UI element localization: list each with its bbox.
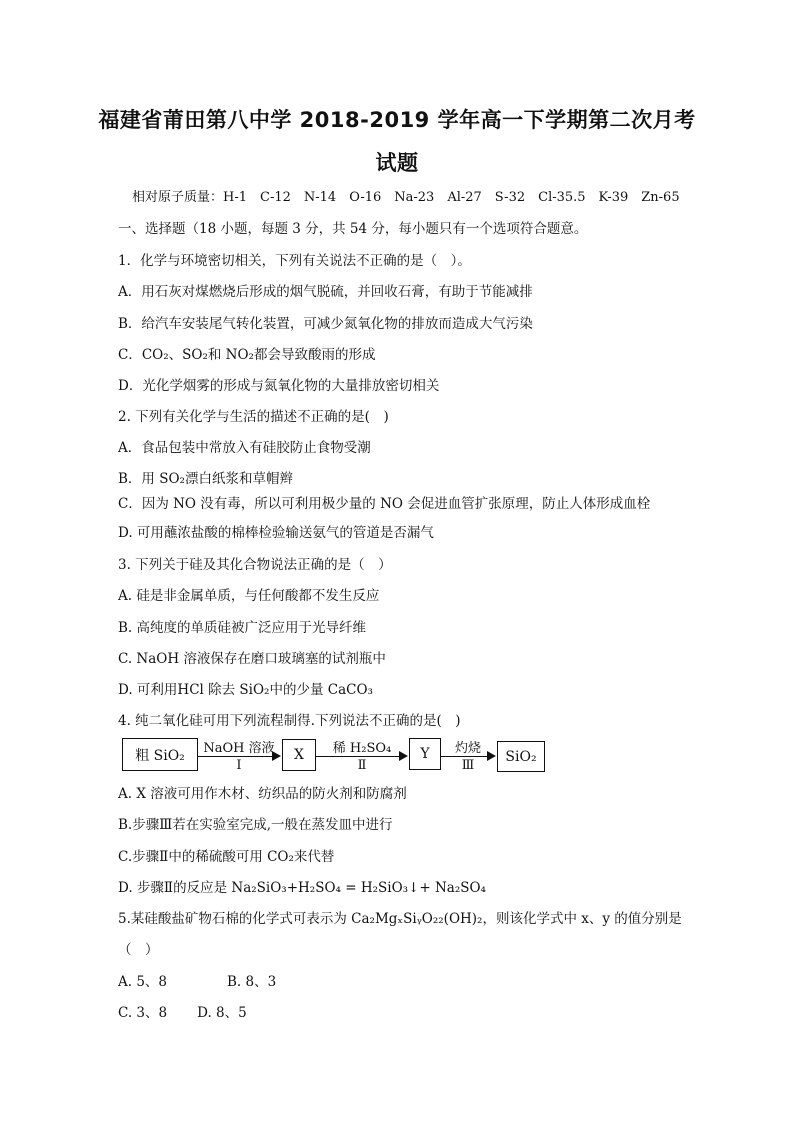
q2-option-d: D. 可用蘸浓盐酸的棉棒检验输送氨气的管道是否漏气 (118, 525, 434, 541)
q4-option-b: B.步骤Ⅲ若在实验室完成,一般在蒸发皿中进行 (118, 817, 393, 833)
flow-step3-roman: Ⅲ (461, 758, 475, 773)
q3-stem: 3. 下列关于硅及其化合物说法正确的是（ ） (118, 557, 392, 573)
flow-arrow-2 (316, 756, 399, 757)
q3-option-d: D. 可利用HCl 除去 SiO₂中的少量 CaCO₃ (118, 682, 373, 698)
q5-options-row2 (118, 1001, 247, 1021)
q1-option-a: A．用石灰对煤燃烧后形成的烟气脱硫，并回收石膏，有助于节能减排 (118, 284, 533, 300)
flow-arrow-3 (441, 756, 487, 757)
q1-stem: 1．化学与环境密切相关，下列有关说法不正确的是（ ）。 (118, 253, 471, 269)
exam-title-cont: 试题 (375, 151, 419, 175)
flow-step2-reagent: 稀 H₂SO₄ (332, 741, 392, 756)
q1-option-d: D．光化学烟雾的形成与氮氧化物的大量排放密切相关 (118, 378, 440, 394)
flow-step3-reagent: 灼烧 (454, 741, 481, 756)
flow-step1-roman: Ⅰ (236, 758, 242, 773)
q4-stem: 4. 纯二氧化硅可用下列流程制得.下列说法不正确的是( ) (118, 713, 461, 729)
q2-option-a: A．食品包装中常放入有硅胶防止食物受潮 (118, 440, 371, 456)
flow-node-pure-sio2: SiO₂ (497, 741, 545, 772)
section-header: 一、选择题（18 小题，每题 3 分，共 54 分，每小题只有一个选项符合题意。 (118, 221, 588, 237)
flow-node-crude-sio2: 粗 SiO₂ (122, 738, 198, 771)
q4-option-a: A. X 溶液可用作木材、纺织品的防火剂和防腐剂 (118, 786, 407, 802)
exam-title: 福建省莆田第八中学 2018-2019 学年高一下学期第二次月考 (98, 108, 696, 132)
q3-option-b: B. 高纯度的单质硅被广泛应用于光导纤维 (118, 620, 367, 636)
flow-step2-roman: Ⅱ (357, 758, 367, 773)
q5-option-b: B. 8、3 (227, 974, 277, 990)
flow-arrow-1 (198, 756, 272, 757)
q5-option-c: C. 3、8 (118, 1005, 168, 1021)
q1-option-b: B．给汽车安装尾气转化装置，可减少氮氧化物的排放而造成大气污染 (118, 316, 533, 332)
q2-stem: 2. 下列有关化学与生活的描述不正确的是( ) (118, 409, 389, 425)
q5-options-row1 (118, 970, 276, 990)
q5-option-a: A. 5、8 (118, 974, 168, 990)
q1-option-c: C．CO₂、SO₂和 NO₂都会导致酸雨的形成 (118, 347, 376, 363)
atomic-masses: 相对原子质量：H-1 C-12 N-14 O-16 Na-23 Al-27 S-32 Cl-35.5 K-39 Zn-65 (132, 190, 680, 205)
q2-option-b: B．用 SO₂漂白纸浆和草帽辫 (118, 471, 293, 487)
flow-node-x: X (282, 739, 316, 771)
q2-option-c: C．因为 NO 没有毒，所以可利用极少量的 NO 会促进血管扩张原理，防止人体形成血栓 (118, 496, 651, 512)
q5-stem: 5.某硅酸盐矿物石棉的化学式可表示为 Ca₂MgₓSiᵧO₂₂(OH)₂，则该化学式中 x、y 的值分别是 (118, 911, 682, 927)
q3-option-c: C. NaOH 溶液保存在磨口玻璃塞的试剂瓶中 (118, 651, 386, 667)
q3-option-a: A. 硅是非金属单质，与任何酸都不发生反应 (118, 588, 380, 604)
q4-option-d: D. 步骤Ⅱ的反应是 Na₂SiO₃+H₂SO₄ = H₂SiO₃↓+ Na₂SO₄ (118, 880, 486, 896)
flow-node-y: Y (409, 738, 441, 770)
q5-stem-cont: （ ） (118, 942, 159, 958)
flow-step1-reagent: NaOH 溶液 (203, 741, 275, 756)
q4-option-c: C.步骤Ⅱ中的稀硫酸可用 CO₂来代替 (118, 849, 335, 865)
q5-option-d: D. 8、5 (197, 1005, 247, 1021)
